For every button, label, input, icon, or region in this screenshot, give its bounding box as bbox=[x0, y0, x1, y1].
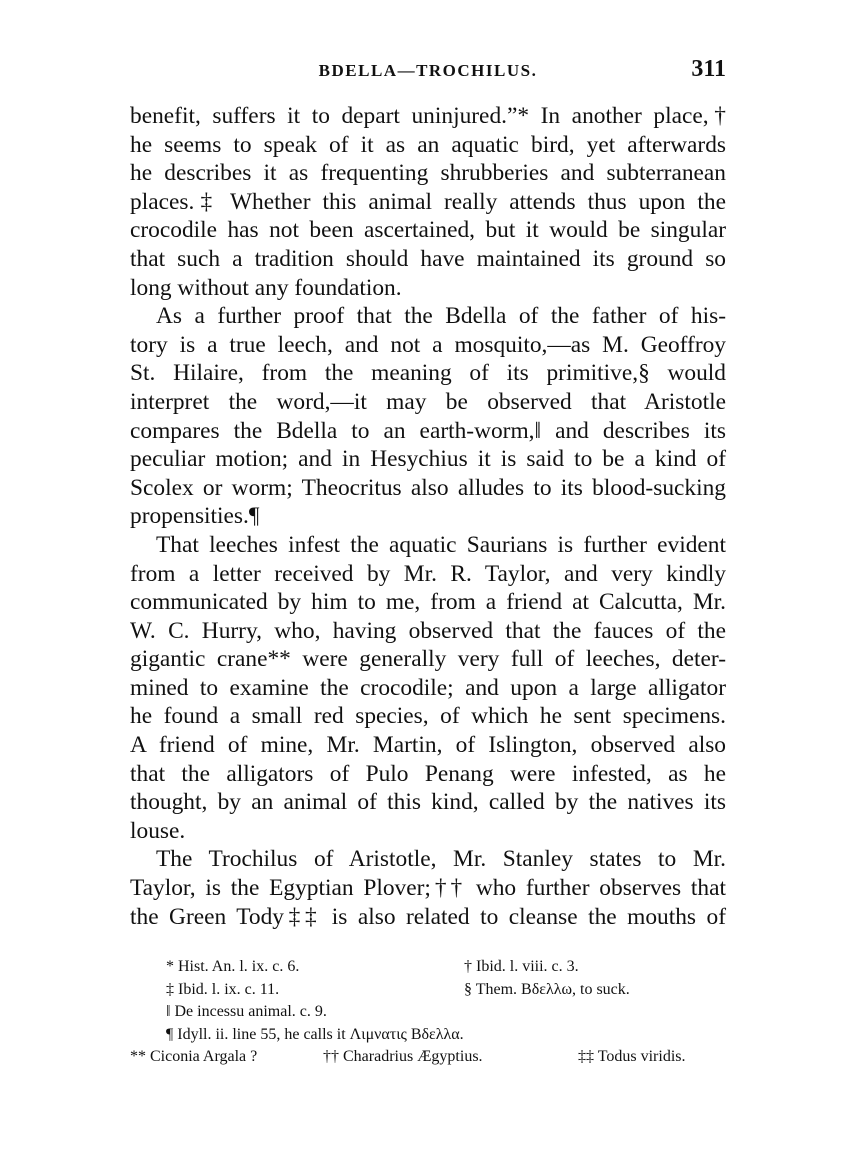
footnotes bbox=[130, 956, 726, 1069]
text-line: places.‡ Whether this animal really attends thus upon the bbox=[130, 188, 726, 215]
text-line: he seems to speak of it as an aquatic bird, yet afterwards bbox=[130, 131, 726, 158]
footnote-row bbox=[130, 1001, 726, 1024]
text-line: Taylor, is the Egyptian Plover;†† who further observes that bbox=[130, 875, 726, 902]
footnote: ¶ Idyll. ii. line 55, he calls it Λιμνατις Bδελλα. bbox=[166, 1025, 464, 1043]
footnote: † Ibid. l. viii. c. 3. bbox=[464, 958, 579, 975]
text-line: communicated by him to me, from a friend at Calcutta, Mr. bbox=[130, 589, 726, 616]
text-line: interpret the word,—it may be observed that Aristotle bbox=[130, 388, 726, 415]
text-line: That leeches infest the aquatic Saurians is further evident bbox=[156, 531, 726, 558]
footnote: ‖ De incessu animal. c. 9. bbox=[166, 1003, 327, 1020]
running-title: BDELLA—TROCHILUS. bbox=[318, 61, 538, 80]
text-line: gigantic crane** were generally very full of leeches, deter- bbox=[130, 646, 726, 673]
body-text bbox=[130, 102, 726, 931]
footnote: * Hist. An. l. ix. c. 6. bbox=[166, 958, 300, 975]
footnote: †† Charadrius Ægyptius. bbox=[323, 1048, 483, 1065]
text-line: louse. bbox=[130, 817, 186, 844]
text-line: The Trochilus of Aristotle, Mr. Stanley states to Mr. bbox=[156, 846, 726, 873]
footnote: ‡ Ibid. l. ix. c. 11. bbox=[166, 980, 280, 998]
text-line: propensities.¶ bbox=[130, 503, 260, 530]
text-line: from a letter received by Mr. R. Taylor, and very kindly bbox=[130, 560, 726, 587]
text-line: the Green Tody‡‡ is also related to cleanse the mouths of bbox=[130, 903, 726, 930]
text-line: that the alligators of Pulo Penang were infested, as he bbox=[130, 760, 726, 787]
text-line: benefit, suffers it to depart uninjured.”* In another place,† bbox=[130, 103, 726, 129]
text-line: A friend of mine, Mr. Martin, of Islington, observed also bbox=[130, 732, 726, 759]
text-line: compares the Bdella to an earth-worm,‖ and describes its bbox=[130, 417, 726, 444]
footnote: ** Ciconia Argala ? bbox=[130, 1048, 258, 1065]
running-head bbox=[130, 56, 726, 86]
text-line: As a further proof that the Bdella of the father of his- bbox=[156, 303, 726, 330]
footnote-row bbox=[130, 1024, 726, 1047]
text-line: St. Hilaire, from the meaning of its primitive,§ would bbox=[130, 360, 726, 387]
text-line: he describes it as frequenting shrubberies and subterranean bbox=[130, 160, 726, 187]
text-line: tory is a true leech, and not a mosquito,—as M. Geoffroy bbox=[130, 331, 726, 358]
text-line: peculiar motion; and in Hesychius it is said to be a kind of bbox=[130, 446, 726, 473]
text-line: Scolex or worm; Theocritus also alludes to its blood-sucking bbox=[130, 474, 726, 501]
footnote: § Them. Bδελλω, to suck. bbox=[464, 980, 630, 998]
text-line: that such a tradition should have maintained its ground so bbox=[130, 245, 726, 272]
footnote-row bbox=[130, 956, 726, 979]
text-line: thought, by an animal of this kind, called by the natives its bbox=[130, 789, 726, 816]
text-line: crocodile has not been ascertained, but it would be singular bbox=[130, 217, 726, 244]
footnote-row bbox=[130, 1046, 726, 1069]
text-line: long without any foundation. bbox=[130, 274, 402, 301]
text-line: he found a small red species, of which he sent specimens. bbox=[130, 703, 726, 730]
footnote: ‡‡ Todus viridis. bbox=[578, 1048, 686, 1065]
text-line: mined to examine the crocodile; and upon a large alligator bbox=[130, 674, 726, 701]
footnote-row bbox=[130, 979, 726, 1002]
page-number: 311 bbox=[691, 56, 726, 82]
text-line: W. C. Hurry, who, having observed that the fauces of the bbox=[130, 617, 726, 644]
